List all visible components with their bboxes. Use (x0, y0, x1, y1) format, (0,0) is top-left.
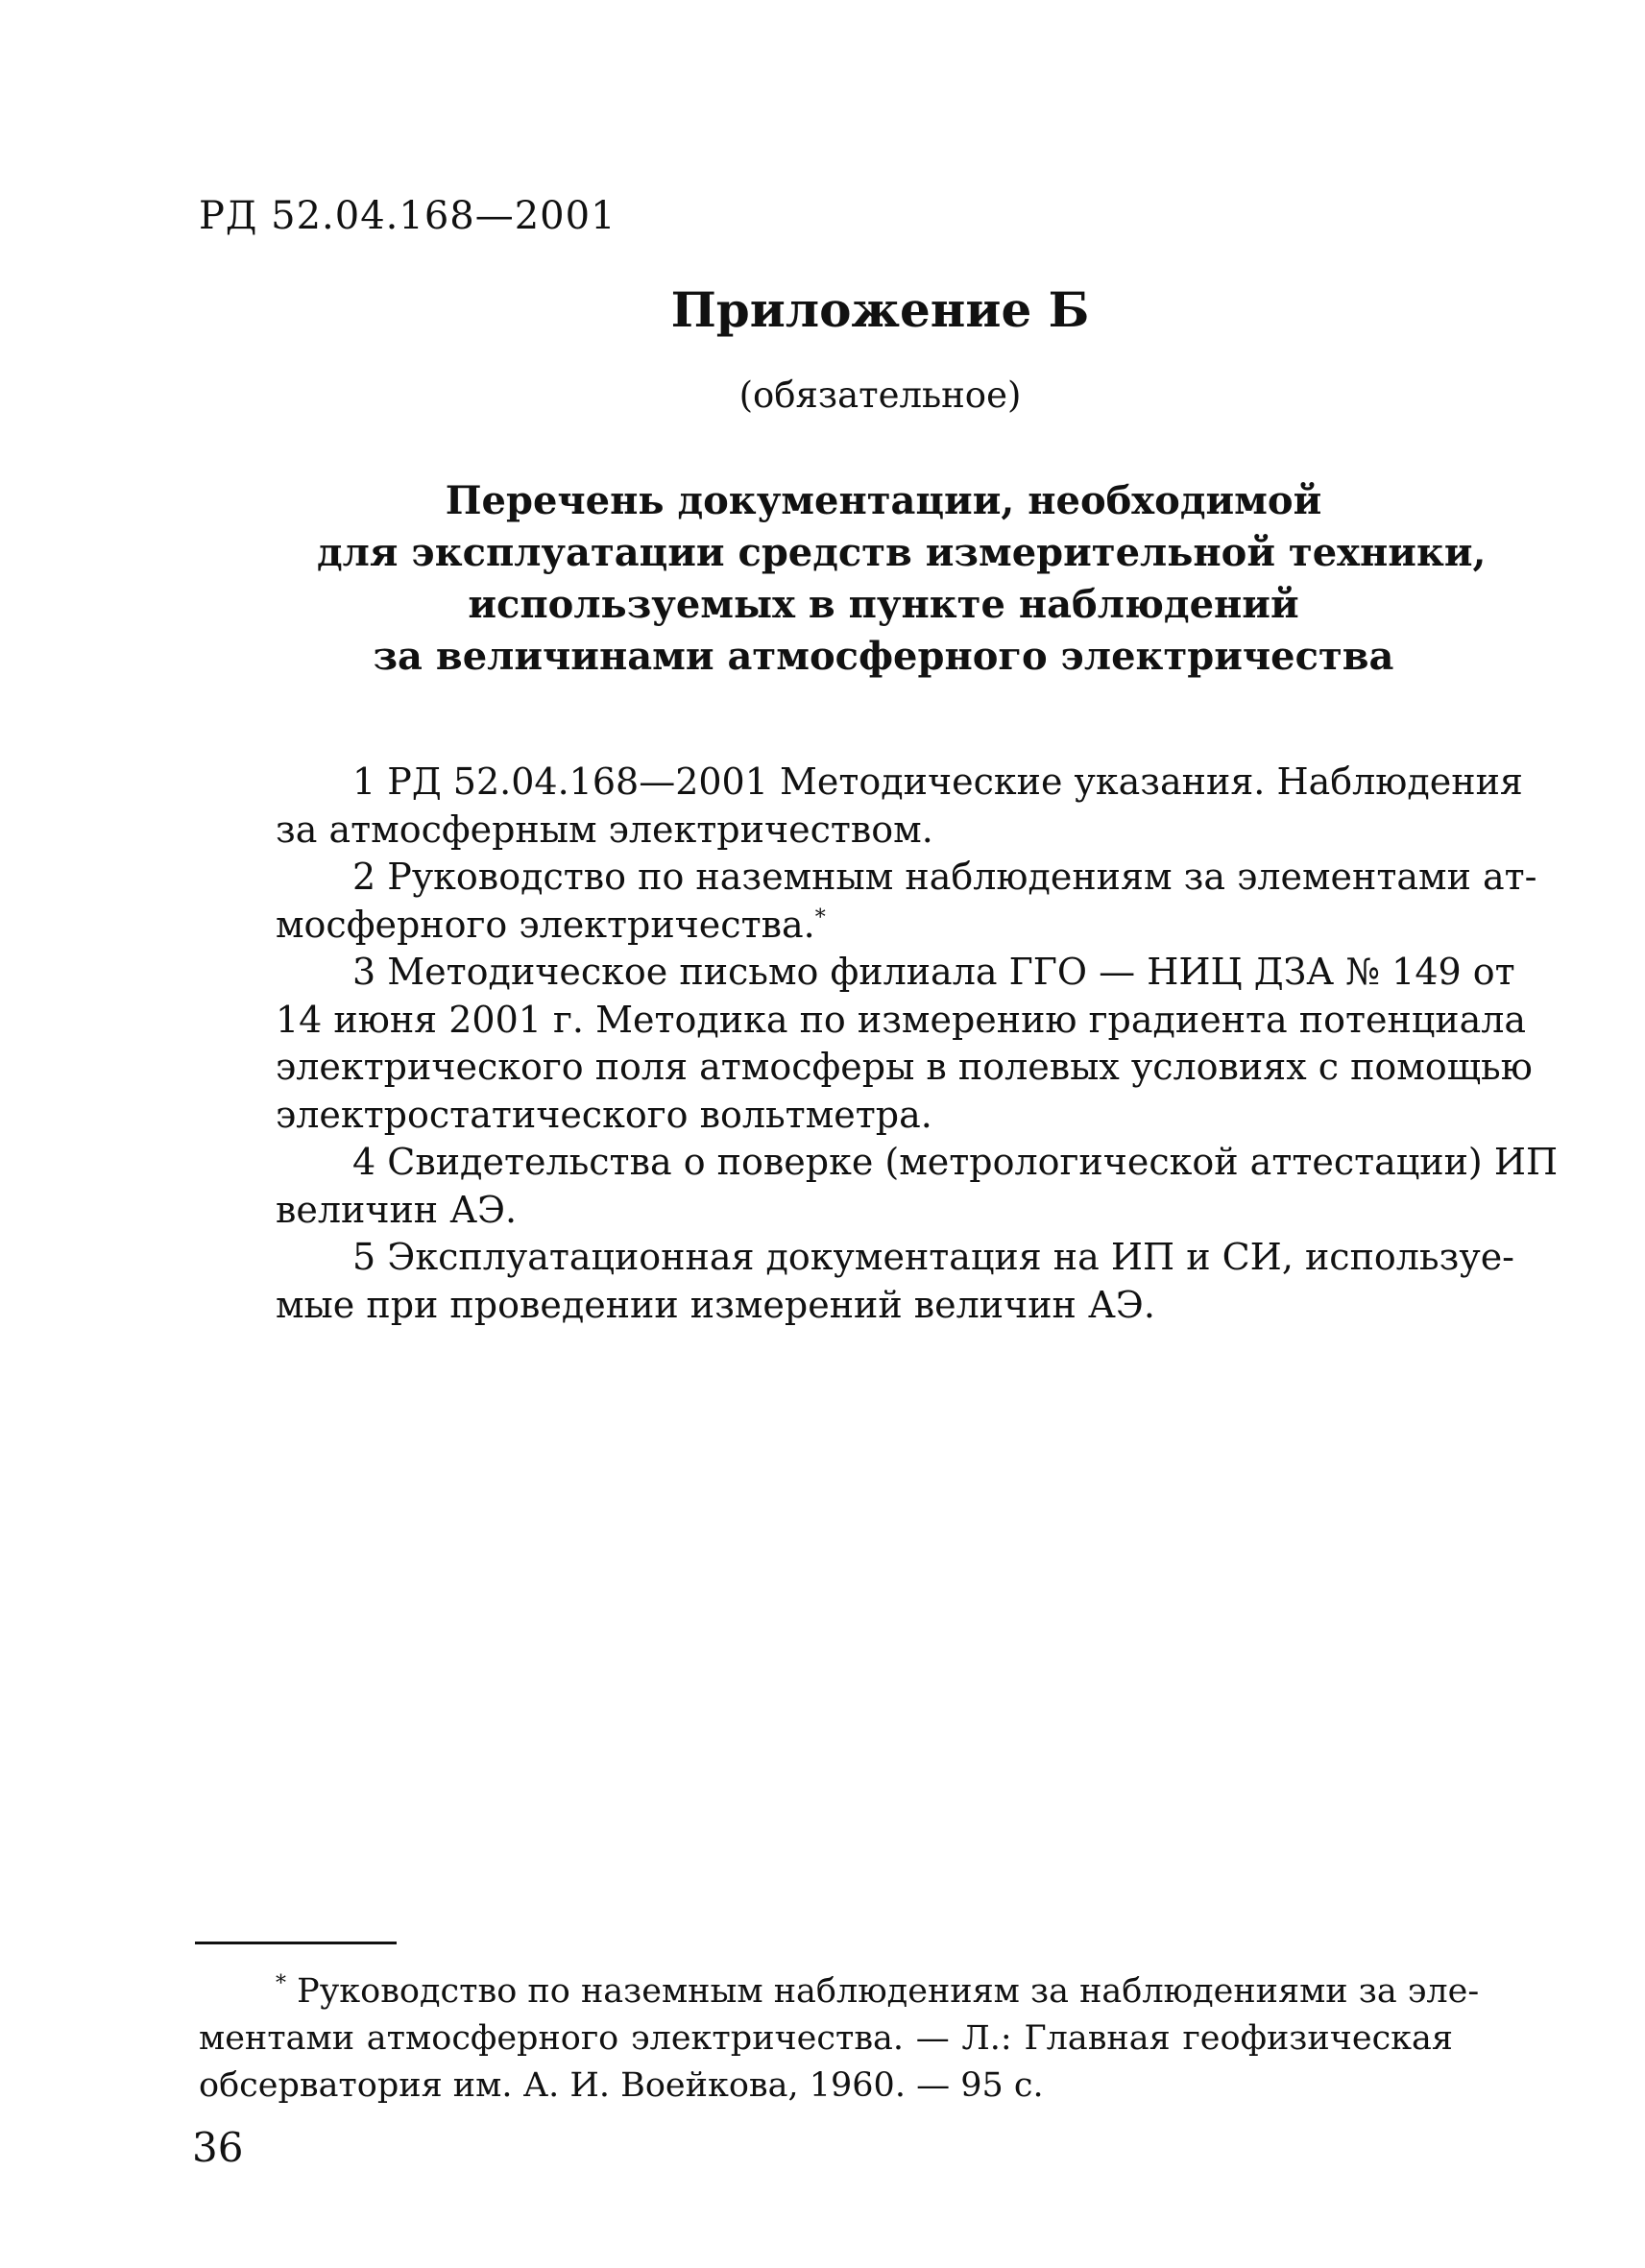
section-heading (202, 475, 1487, 683)
heading-line: Перечень документации, необходимой (445, 478, 1322, 523)
list-item (199, 854, 1537, 949)
footnote-rule (195, 1942, 397, 1944)
page-number: 36 (192, 2124, 244, 2171)
list-item (199, 1234, 1515, 1329)
appendix-title: Приложение Б (670, 281, 1090, 338)
list-item-line: электрического поля атмосферы в полевых условиях с помощью (276, 1046, 1533, 1088)
footnote-reference: * (814, 905, 826, 929)
list-item-line: мосферного электричества. (276, 903, 815, 946)
heading-line: используемых в пункте наблюдений (468, 582, 1299, 627)
list-item-line: электростатического вольтметра. (276, 1093, 932, 1136)
footnote (199, 1968, 1480, 2110)
list-item (199, 949, 1533, 1139)
appendix-status: (обязательное) (738, 374, 1022, 416)
footnote-line-wrap (199, 1968, 1480, 2015)
heading-line: для эксплуатации средств измерительной техники, (317, 530, 1487, 575)
list-item-line: 3 Методическое письмо филиала ГГО — НИЦ ДЗА № 149 от (352, 951, 1515, 993)
list-item (199, 1139, 1559, 1234)
list-item-line: 1 РД 52.04.168—2001 Методические указания. Наблюдения (352, 760, 1523, 803)
list-item-line: 2 Руководство по наземным наблюдениям за элементами ат- (352, 856, 1537, 898)
heading-line: за величинами атмосферного электричества (373, 634, 1394, 679)
list-item-line: 4 Свидетельства о поверке (метрологической аттестации) ИП (352, 1141, 1559, 1183)
list-item-line: величин АЭ. (276, 1188, 518, 1231)
document-list (199, 759, 1559, 1329)
document-code: РД 52.04.168—2001 (199, 194, 617, 238)
list-item-line-wrap (199, 902, 1453, 950)
footnote-line: ментами атмосферного электричества. — Л.: Главная геофизическая (199, 2019, 1453, 2058)
footnote-line: Руководство по наземным наблюдениям за наблюдениями за эле- (297, 1972, 1480, 2011)
list-item-line: 5 Эксплуатационная документация на ИП и СИ, используе- (352, 1236, 1515, 1278)
list-item-line: 14 июня 2001 г. Методика по измерению градиента потенциала (276, 998, 1527, 1041)
list-item-line: мые при проведении измерений величин АЭ. (276, 1283, 1155, 1326)
footnote-line: обсерватория им. А. И. Воейкова, 1960. — 95 с. (199, 2066, 1044, 2105)
footnote-mark: * (276, 1971, 286, 1996)
list-item (199, 759, 1523, 854)
list-item-line: за атмосферным электричеством. (276, 808, 933, 851)
